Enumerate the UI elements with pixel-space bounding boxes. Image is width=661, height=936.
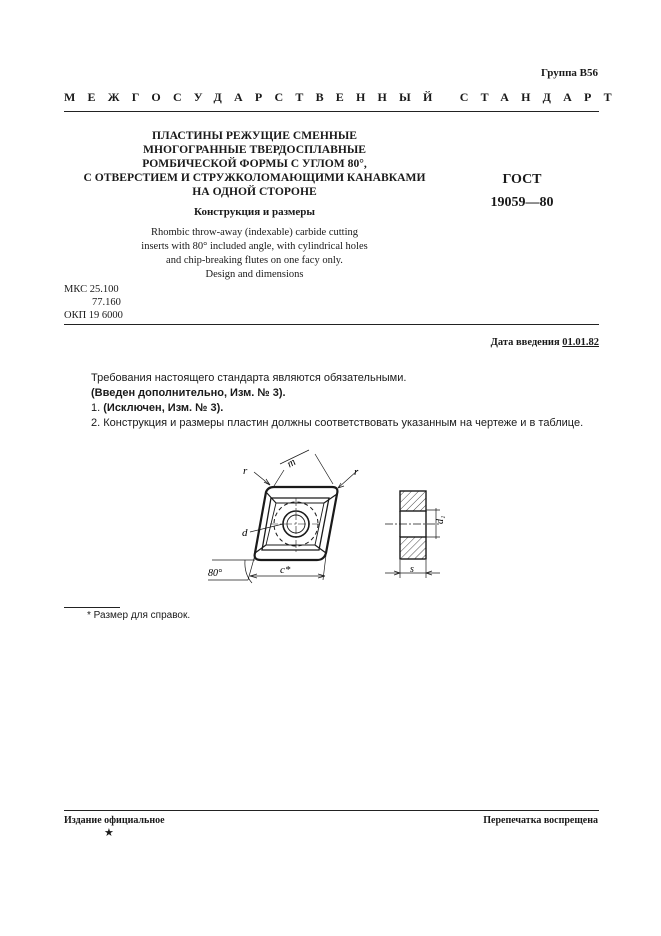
label-d: d	[242, 527, 248, 539]
standard-type-heading: МЕЖГОСУДАРСТВЕННЫЙ СТАНДАРТ	[64, 90, 624, 104]
title-line: С ОТВЕРСТИЕМ И СТРУЖКОЛОМАЮЩИМИ КАНАВКАМИ	[83, 171, 426, 184]
gost-label: ГОСТ	[502, 172, 542, 187]
intro-date-value: 01.01.82	[562, 337, 599, 348]
clause-number: 1.	[91, 402, 101, 414]
group-code: Группа В56	[540, 67, 598, 79]
title-line: РОМБИЧЕСКОЙ ФОРМЫ С УГЛОМ 80°,	[142, 157, 367, 170]
title-line: ПЛАСТИНЫ РЕЖУЩИЕ СМЕННЫЕ	[151, 129, 358, 142]
section-lower	[400, 537, 426, 559]
gost-designation	[472, 168, 572, 214]
code-mks-2: 77.160	[92, 297, 121, 308]
label-m: m	[285, 455, 298, 471]
official-edition-label: Издание официальное	[64, 815, 165, 826]
section-rule	[64, 324, 599, 325]
body-line: Требования настоящего стандарта являются обязательными.	[91, 372, 407, 384]
document-subtitle: Конструкция и размеры	[194, 206, 315, 218]
section-upper	[400, 491, 426, 511]
english-title-line: Design and dimensions	[205, 269, 304, 280]
label-d1: d₁	[435, 515, 446, 524]
insert-section-drawing	[380, 480, 450, 580]
footer-rule	[64, 810, 599, 811]
english-title-line: inserts with 80° included angle, with cylindrical holes	[141, 241, 368, 252]
code-okp: ОКП 19 6000	[64, 310, 123, 321]
english-title-line: Rhombic throw-away (indexable) carbide cutting	[150, 227, 358, 238]
english-title-line: and chip-breaking flutes on one facy only.	[166, 255, 343, 266]
label-angle: 80°	[208, 568, 222, 579]
document-title	[62, 129, 447, 199]
body-text	[91, 371, 583, 431]
intro-date	[491, 337, 599, 348]
code-mks: МКС 25.100	[64, 284, 119, 295]
classification-codes	[64, 283, 123, 322]
label-s: s	[410, 564, 414, 575]
body-line-amendment: (Введен дополнительно, Изм. № 3).	[91, 387, 286, 399]
footnote-rule	[64, 607, 120, 608]
footnote: * Размер для справок.	[87, 610, 191, 621]
gost-number: 19059—80	[490, 195, 554, 210]
label-r-left: r	[243, 465, 248, 477]
body-line-clause-2: 2. Конструкция и размеры пластин должны соответствовать указанным на чертеже и в таблице.	[91, 417, 584, 429]
english-title	[62, 226, 447, 282]
title-line: МНОГОГРАННЫЕ ТВЕРДОСПЛАВНЫЕ	[143, 143, 366, 156]
title-line: НА ОДНОЙ СТОРОНЕ	[192, 185, 317, 198]
body-line-clause-1	[91, 401, 583, 416]
intro-date-label: Дата введения	[490, 337, 560, 348]
clause-text: (Исключен, Изм. № 3).	[103, 402, 224, 414]
star-icon: ★	[104, 827, 114, 839]
label-r-right: r	[354, 466, 359, 478]
reprint-prohibited-label: Перепечатка воспрещена	[483, 815, 598, 826]
label-c: c*	[280, 564, 291, 576]
header-rule	[64, 111, 599, 112]
